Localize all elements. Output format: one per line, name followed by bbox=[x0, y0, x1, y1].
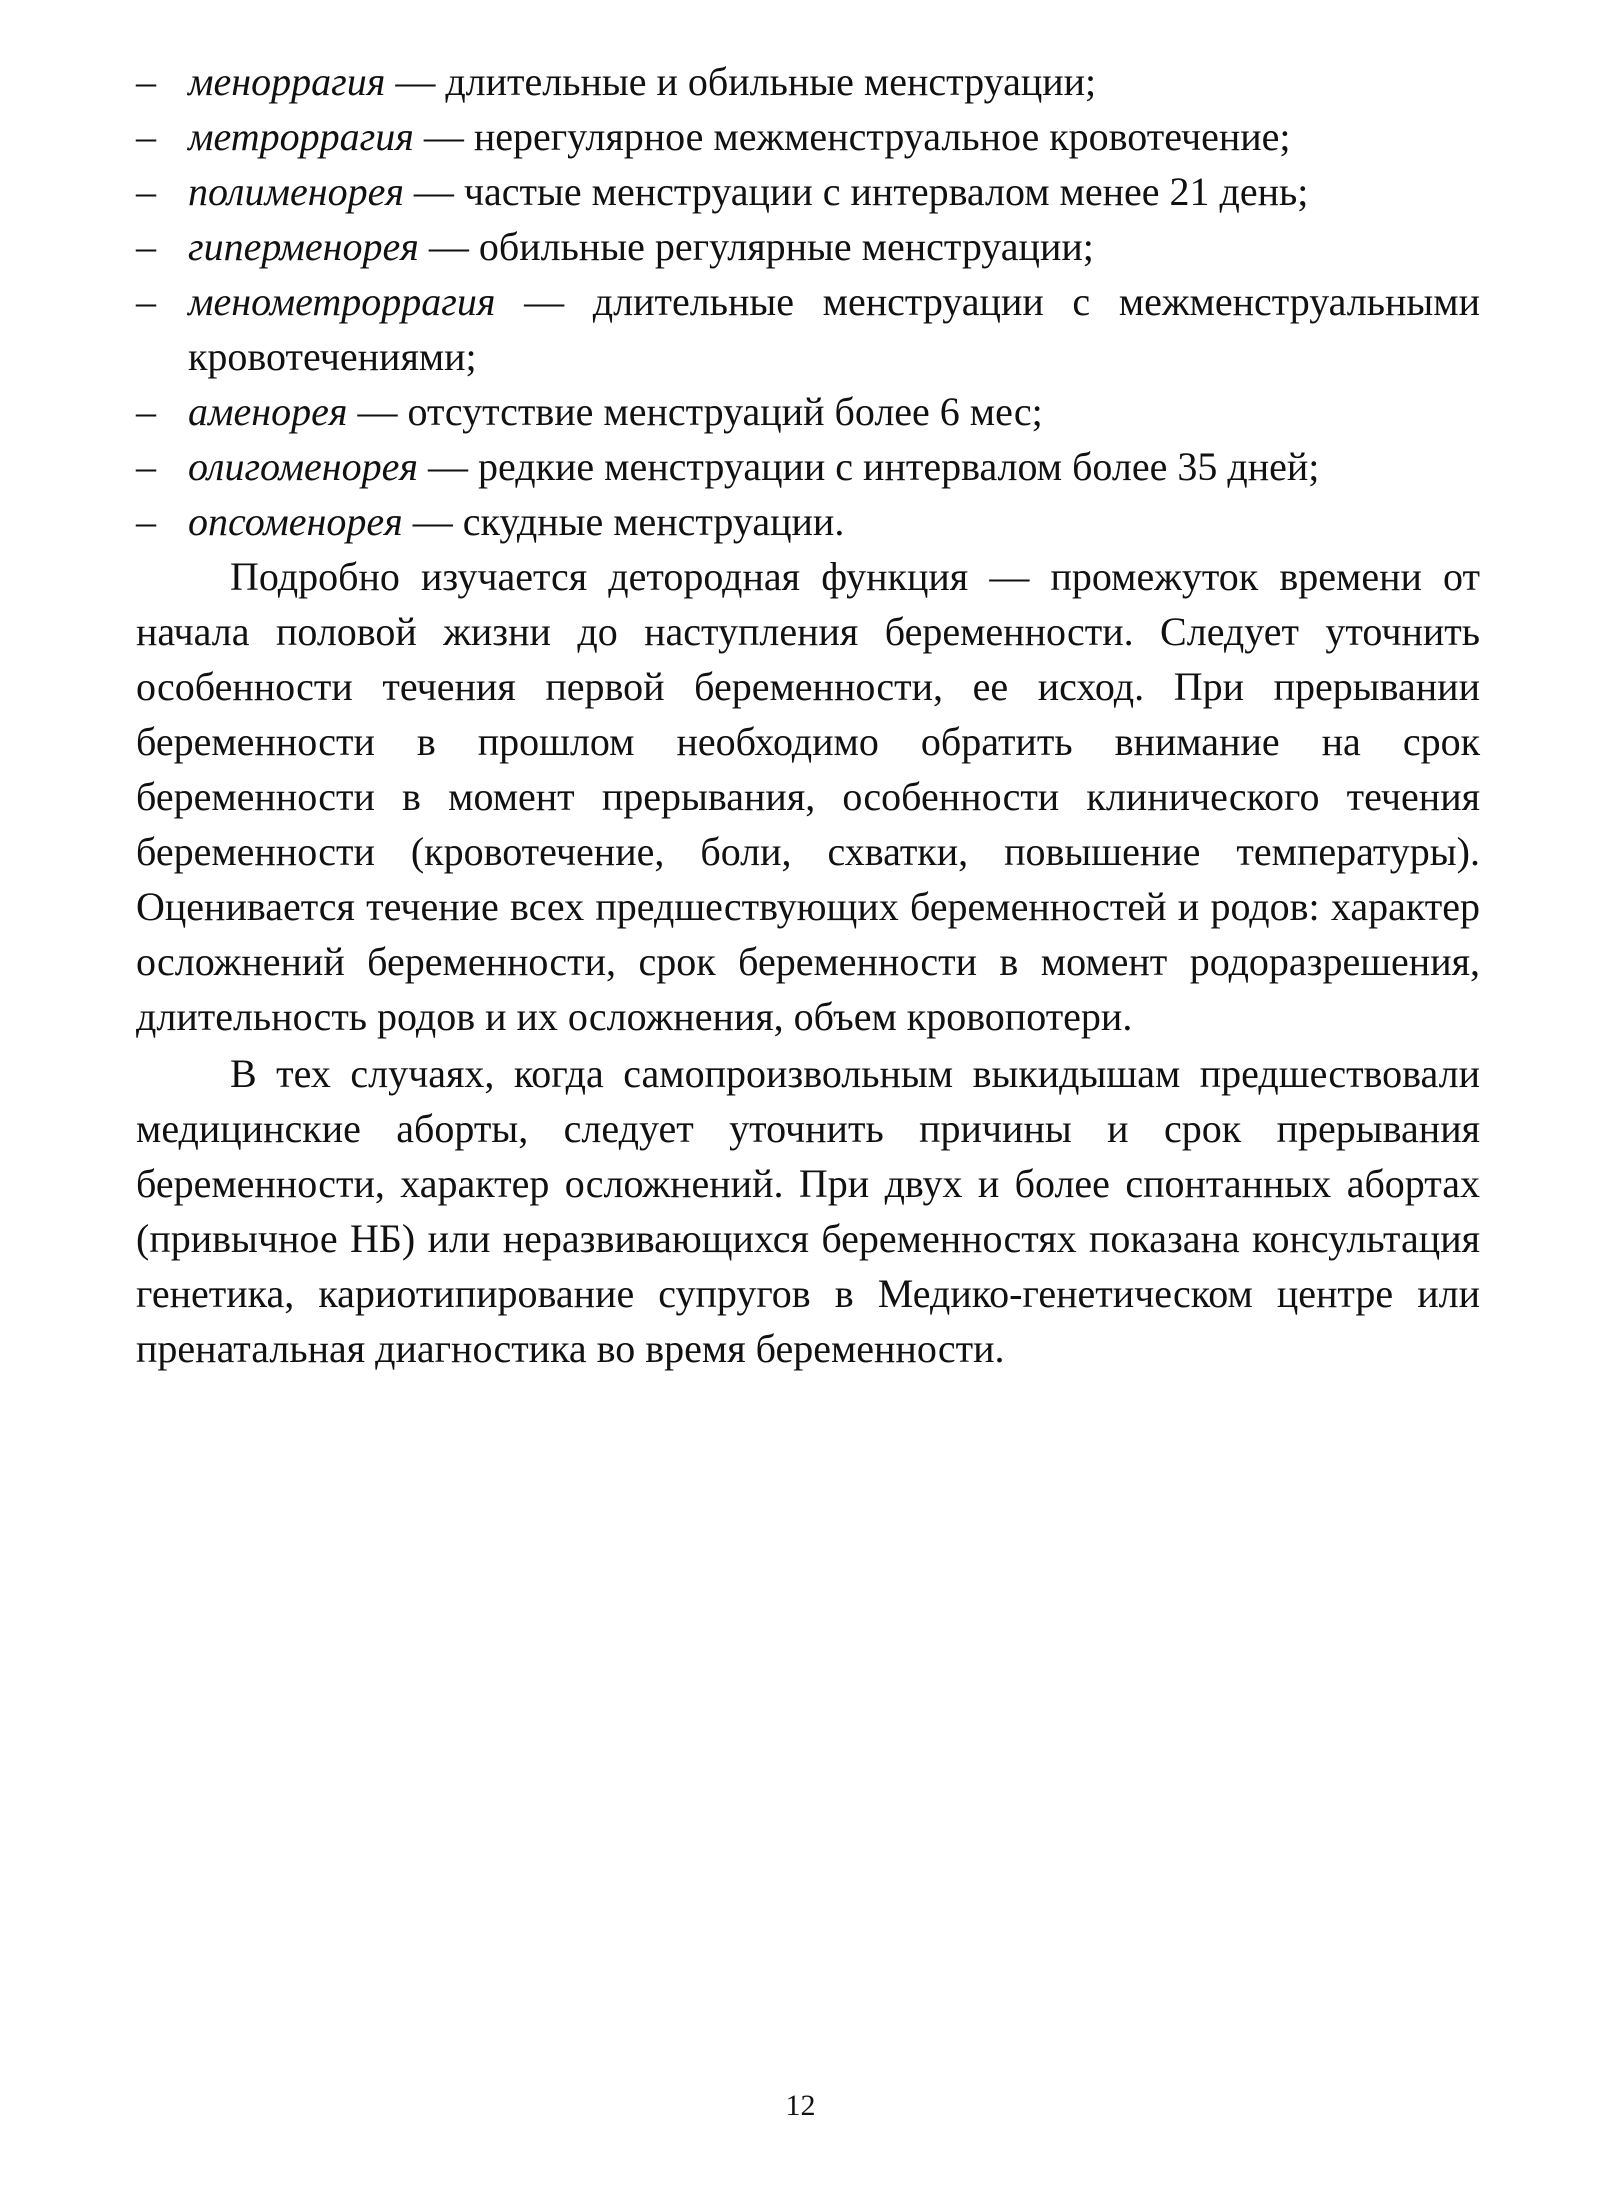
list-dash: – bbox=[136, 389, 156, 434]
definition-term: метроррагия bbox=[188, 114, 414, 159]
definition-text: — редкие менструации с интервалом более 35 дней; bbox=[418, 444, 1320, 489]
list-dash: – bbox=[136, 444, 156, 489]
list-dash: – bbox=[136, 279, 156, 324]
definition-text: — нерегулярное межменструальное кровотечение; bbox=[413, 114, 1291, 159]
paragraph-reproductive-function: Подробно изучается детородная функция — промежуток времени от начала половой жизни до наступления беременности. Следует уточнить особенности течения первой беременности, ее исход. При прерывании беременности в прошлом необходимо обратить внимание на срок беременности в момент прерывания, особенности клинического течения беременности (кровотечение, боли, схватки, повышение температуры). Оценивается течение всех предшествующих беременностей и родов: характер осложнений беременности, срок беременности в момент родоразрешения, длительность родов и их осложнения, объем кровопотери. bbox=[136, 554, 1480, 1039]
definition-item-amenorrhea bbox=[136, 384, 1480, 439]
definition-term: аменорея bbox=[188, 389, 348, 434]
definition-text: — обильные регулярные менструации; bbox=[418, 224, 1094, 269]
list-dash: – bbox=[136, 59, 156, 104]
definition-term: менометроррагия bbox=[188, 279, 496, 324]
list-dash: – bbox=[136, 114, 156, 159]
definition-item-oligomenorrhea bbox=[136, 439, 1480, 494]
definition-text: — отсутствие менструаций более 6 мес; bbox=[347, 389, 1043, 434]
document-page bbox=[136, 54, 1480, 1376]
definition-item-menorrhagia bbox=[136, 54, 1480, 109]
definition-term: олигоменорея bbox=[188, 444, 418, 489]
definition-list bbox=[136, 54, 1480, 549]
list-dash: – bbox=[136, 169, 156, 214]
definition-item-hypermenorrhea bbox=[136, 219, 1480, 274]
definition-term: полименорея bbox=[188, 169, 404, 214]
page-number: 12 bbox=[785, 2089, 816, 2122]
definition-item-polymenorrhea bbox=[136, 164, 1480, 219]
definition-term: опсоменорея bbox=[188, 499, 403, 544]
definition-text: — длительные менструации с межменструальными кровотечениями; bbox=[188, 279, 1480, 379]
definition-term: меноррагия bbox=[188, 59, 386, 104]
definition-text: — длительные и обильные менструации; bbox=[385, 59, 1097, 104]
definition-text: — скудные менструации. bbox=[402, 499, 845, 544]
definition-item-metrorrhagia bbox=[136, 109, 1480, 164]
list-dash: – bbox=[136, 499, 156, 544]
definition-text: — частые менструации с интервалом менее 21 день; bbox=[403, 169, 1309, 214]
list-dash: – bbox=[136, 224, 156, 269]
paragraph-miscarriage-cases: В тех случаях, когда самопроизвольным выкидышам предшествовали медицинские аборты, следует уточнить причины и срок прерывания беременности, характер осложнений. При двух и более спонтанных абортах (привычное НБ) или неразвивающихся беременностях показана консультация генетика, кариотипирование супругов в Медико-генетическом центре или пренатальная диагностика во время беременности. bbox=[136, 1051, 1480, 1371]
definition-item-menometrorrhagia bbox=[136, 274, 1480, 384]
definition-term: гиперменорея bbox=[188, 224, 419, 269]
definition-item-opsomenorrhea bbox=[136, 494, 1480, 549]
